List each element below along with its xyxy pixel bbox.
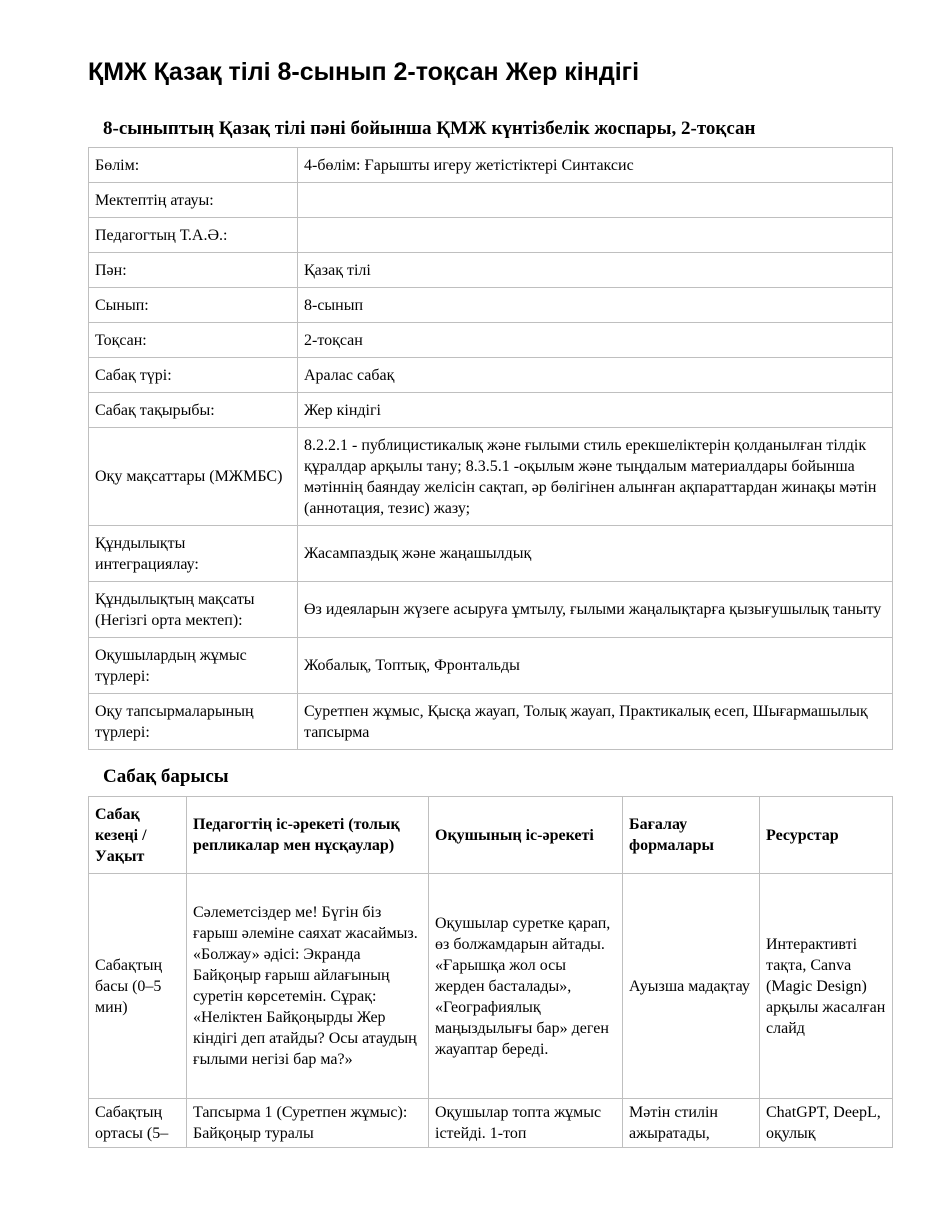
info-label: Оқушылардың жұмыс түрлері: — [89, 638, 298, 694]
info-value: Жобалық, Топтық, Фронтальды — [298, 638, 893, 694]
cell-stage: Сабақтың басы (0–5 мин) — [89, 874, 187, 1099]
cell-resources: Интерактивті тақта, Canva (Magic Design) арқылы жасалған слайд — [760, 874, 893, 1099]
info-label: Педагогтың Т.А.Ә.: — [89, 218, 298, 253]
info-label: Тоқсан: — [89, 323, 298, 358]
lesson-flow-table — [88, 796, 893, 1148]
info-label: Оқу мақсаттары (МЖМБС) — [89, 428, 298, 526]
info-label: Құндылықты интеграциялау: — [89, 526, 298, 582]
lesson-heading: Сабақ барысы — [103, 766, 229, 787]
cell-teacher: Сәлеметсіздер ме! Бүгін біз ғарыш әлеміне саяхат жасаймыз. «Болжау» әдісі: Экранда Байқоңыр ғарыш айлағының суретін көрсетемін. Сұрақ: «Неліктен Байқоңырды Жер кіндігі деп атайды? Осы атаудың ғылыми негізі бар ма?» — [187, 874, 429, 1099]
info-value: 8.2.2.1 - публицистикалық және ғылыми стиль ерекшеліктерін қолданылған тілдік құралдар арқылы тану; 8.3.5.1 -оқылым және тыңдалым материалдары бойынша мәтіннің баяндау желісін сақтап, әр бөлігінен алынған ақпараттардан жинақы мәтін (аннотация, тезис) жазу; — [298, 428, 893, 526]
cell-student: Оқушылар топта жұмыс істейді. 1-топ — [429, 1099, 623, 1148]
info-value: Суретпен жұмыс, Қысқа жауап, Толық жауап, Практикалық есеп, Шығармашылық тапсырма — [298, 694, 893, 750]
info-value: 4-бөлім: Ғарышты игеру жетістіктері Синтаксис — [298, 148, 893, 183]
info-value: Қазақ тілі — [298, 253, 893, 288]
cell-stage: Сабақтың ортасы (5– — [89, 1099, 187, 1148]
plan-heading: 8-сыныптың Қазақ тілі пәні бойынша ҚМЖ күнтізбелік жоспары, 2-тоқсан — [103, 118, 756, 139]
header-assessment: Бағалау формалары — [623, 797, 760, 874]
info-value: 2-тоқсан — [298, 323, 893, 358]
info-label: Пән: — [89, 253, 298, 288]
info-label: Оқу тапсырмаларының түрлері: — [89, 694, 298, 750]
info-value: 8-сынып — [298, 288, 893, 323]
info-label: Құндылықтың мақсаты (Негізгі орта мектеп): — [89, 582, 298, 638]
info-value: Өз идеяларын жүзеге асыруға ұмтылу, ғылыми жаңалықтарға қызығушылық таныту — [298, 582, 893, 638]
info-value: Жасампаздық және жаңашылдық — [298, 526, 893, 582]
info-value: Аралас сабақ — [298, 358, 893, 393]
cell-assessment: Мәтін стилін ажыратады, — [623, 1099, 760, 1148]
cell-teacher: Тапсырма 1 (Суретпен жұмыс): Байқоңыр туралы — [187, 1099, 429, 1148]
lesson-header-row — [89, 797, 893, 874]
info-label: Сабақ түрі: — [89, 358, 298, 393]
info-label: Сабақ тақырыбы: — [89, 393, 298, 428]
header-teacher: Педагогтің іс-әрекеті (толық репликалар мен нұсқаулар) — [187, 797, 429, 874]
header-stage: Сабақ кезеңі / Уақыт — [89, 797, 187, 874]
page-title: ҚМЖ Қазақ тілі 8-сынып 2-тоқсан Жер кіндігі — [88, 58, 640, 86]
cell-assessment: Ауызша мадақтау — [623, 874, 760, 1099]
lesson-row-opening — [89, 874, 893, 1099]
info-value: Жер кіндігі — [298, 393, 893, 428]
info-label: Бөлім: — [89, 148, 298, 183]
info-label: Мектептің атауы: — [89, 183, 298, 218]
header-resources: Ресурстар — [760, 797, 893, 874]
header-student: Оқушының іс-әрекеті — [429, 797, 623, 874]
info-label: Сынып: — [89, 288, 298, 323]
cell-student: Оқушылар суретке қарап, өз болжамдарын айтады. «Ғарышқа жол осы жерден басталады», «Географиялық маңыздылығы бар» деген жауаптар береді. — [429, 874, 623, 1099]
lesson-row-middle — [89, 1099, 893, 1148]
cell-resources: ChatGPT, DeepL, оқулық — [760, 1099, 893, 1148]
